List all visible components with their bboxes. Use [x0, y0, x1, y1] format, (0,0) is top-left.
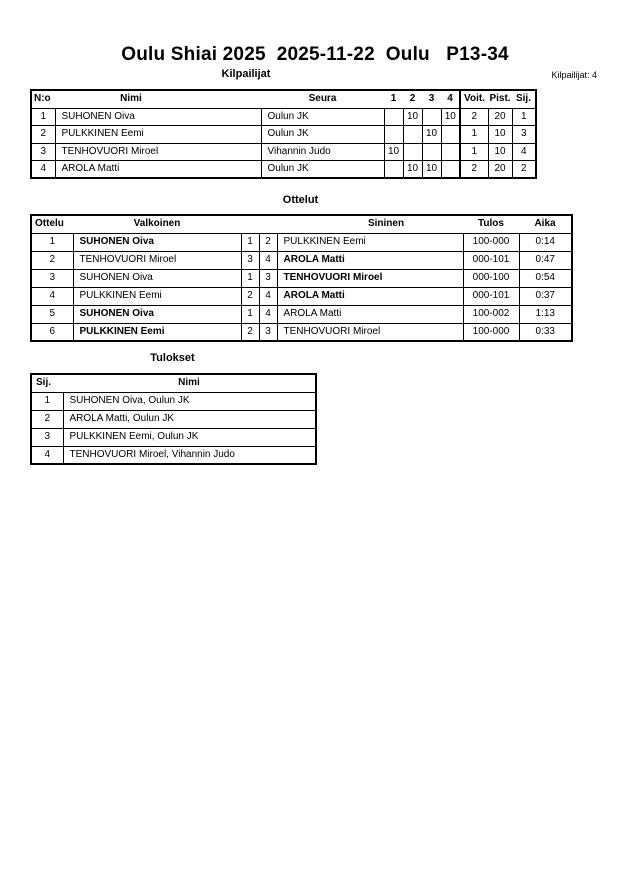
- cross-cell: [403, 126, 422, 144]
- competitor-row: [31, 108, 536, 126]
- white-fighter: PULKKINEN Eemi: [73, 287, 241, 305]
- col-header-result-place: Sij.: [31, 374, 63, 392]
- match-row: [31, 323, 572, 341]
- competitor-name: SUHONEN Oiva: [55, 108, 261, 126]
- competitor-row: [31, 161, 536, 179]
- competitor-wins: 1: [460, 143, 488, 161]
- col-header-club: Seura: [261, 90, 384, 108]
- competitor-name: PULKKINEN Eemi: [55, 126, 261, 144]
- cross-cell: [384, 126, 403, 144]
- match-result: 100-000: [463, 323, 519, 341]
- white-fighter: SUHONEN Oiva: [73, 233, 241, 251]
- result-row: [31, 410, 316, 428]
- col-header-4: 4: [441, 90, 460, 108]
- result-name: SUHONEN Oiva, Oulun JK: [63, 392, 316, 410]
- blue-fighter: AROLA Matti: [277, 287, 463, 305]
- col-header-no: N:o: [31, 90, 55, 108]
- result-place: 1: [31, 392, 63, 410]
- white-fighter: SUHONEN Oiva: [73, 269, 241, 287]
- cross-cell: 10: [384, 143, 403, 161]
- result-place: 3: [31, 428, 63, 446]
- blue-fighter: AROLA Matti: [277, 251, 463, 269]
- white-fighter-number: 1: [241, 233, 259, 251]
- competitor-number: 1: [31, 108, 55, 126]
- col-header-2: 2: [403, 90, 422, 108]
- result-row: [31, 446, 316, 464]
- col-header-3: 3: [422, 90, 441, 108]
- competitor-name: AROLA Matti: [55, 161, 261, 179]
- col-header-blue: Sininen: [277, 215, 463, 233]
- competitor-name: TENHOVUORI Miroel: [55, 143, 261, 161]
- match-result: 000-100: [463, 269, 519, 287]
- col-header-1: 1: [384, 90, 403, 108]
- match-number: 4: [31, 287, 73, 305]
- blue-fighter: TENHOVUORI Miroel: [277, 269, 463, 287]
- competitor-points: 20: [488, 161, 512, 179]
- result-place: 4: [31, 446, 63, 464]
- cross-cell: [441, 143, 460, 161]
- blue-fighter: TENHOVUORI Miroel: [277, 323, 463, 341]
- competitor-points: 20: [488, 108, 512, 126]
- competitor-row: [31, 143, 536, 161]
- result-name: TENHOVUORI Miroel, Vihannin Judo: [63, 446, 316, 464]
- competitor-points: 10: [488, 126, 512, 144]
- competitor-place: 4: [512, 143, 536, 161]
- cross-cell: [422, 143, 441, 161]
- white-fighter-number: 1: [241, 269, 259, 287]
- match-time: 0:33: [519, 323, 572, 341]
- competitor-number: 4: [31, 161, 55, 179]
- white-fighter: TENHOVUORI Miroel: [73, 251, 241, 269]
- competitor-points: 10: [488, 143, 512, 161]
- competitor-count: Kilpailijat: 4: [551, 70, 597, 80]
- cross-cell: [403, 143, 422, 161]
- col-header-result: Tulos: [463, 215, 519, 233]
- cross-cell: 10: [441, 108, 460, 126]
- competitor-row: [31, 126, 536, 144]
- results-section-title: Tulokset: [150, 352, 195, 364]
- cross-cell: [422, 108, 441, 126]
- col-header-time: Aika: [519, 215, 572, 233]
- match-row: [31, 251, 572, 269]
- blue-fighter-number: 2: [259, 233, 277, 251]
- match-number: 1: [31, 233, 73, 251]
- result-place: 2: [31, 410, 63, 428]
- match-number: 5: [31, 305, 73, 323]
- match-number: 6: [31, 323, 73, 341]
- white-fighter: PULKKINEN Eemi: [73, 323, 241, 341]
- match-row: [31, 287, 572, 305]
- blue-fighter: PULKKINEN Eemi: [277, 233, 463, 251]
- result-name: AROLA Matti, Oulun JK: [63, 410, 316, 428]
- cross-cell: 10: [422, 161, 441, 179]
- competitor-club: Oulun JK: [261, 126, 384, 144]
- results-header-row: [31, 374, 316, 392]
- result-row: [31, 392, 316, 410]
- cross-cell: [384, 108, 403, 126]
- match-result: 100-000: [463, 233, 519, 251]
- match-time: 0:14: [519, 233, 572, 251]
- match-row: [31, 233, 572, 251]
- blue-fighter: AROLA Matti: [277, 305, 463, 323]
- blue-fighter-number: 4: [259, 287, 277, 305]
- competitor-number: 3: [31, 143, 55, 161]
- white-fighter-number: 2: [241, 323, 259, 341]
- competitor-place: 2: [512, 161, 536, 179]
- result-row: [31, 428, 316, 446]
- blue-fighter-number: 4: [259, 305, 277, 323]
- cross-cell: 10: [403, 108, 422, 126]
- col-header-match: Ottelu: [31, 215, 73, 233]
- result-name: PULKKINEN Eemi, Oulun JK: [63, 428, 316, 446]
- cross-cell: [384, 161, 403, 179]
- competitor-club: Oulun JK: [261, 108, 384, 126]
- match-result: 000-101: [463, 251, 519, 269]
- match-result: 000-101: [463, 287, 519, 305]
- competitor-place: 3: [512, 126, 536, 144]
- match-number: 3: [31, 269, 73, 287]
- competitor-wins: 2: [460, 161, 488, 179]
- matches-header-row: [31, 215, 572, 233]
- col-header-white-no: [241, 215, 259, 233]
- competitor-club: Oulun JK: [261, 161, 384, 179]
- match-time: 0:54: [519, 269, 572, 287]
- competitor-place: 1: [512, 108, 536, 126]
- page-title: Oulu Shiai 2025 2025-11-22 Oulu P13-34: [121, 44, 509, 65]
- blue-fighter-number: 4: [259, 251, 277, 269]
- competitor-club: Vihannin Judo: [261, 143, 384, 161]
- match-result: 100-002: [463, 305, 519, 323]
- competitor-number: 2: [31, 126, 55, 144]
- competitor-wins: 2: [460, 108, 488, 126]
- col-header-name: Nimi: [55, 90, 261, 108]
- white-fighter-number: 2: [241, 287, 259, 305]
- col-header-wins: Voit.: [460, 90, 488, 108]
- results-table: [30, 373, 317, 465]
- matches-table: [30, 214, 573, 342]
- cross-cell: 10: [422, 126, 441, 144]
- match-number: 2: [31, 251, 73, 269]
- competitors-header-row: [31, 90, 536, 108]
- match-time: 0:37: [519, 287, 572, 305]
- matches-section-title: Ottelut: [282, 194, 319, 206]
- col-header-result-name: Nimi: [63, 374, 316, 392]
- col-header-points: Pist.: [488, 90, 512, 108]
- match-time: 0:47: [519, 251, 572, 269]
- match-time: 1:13: [519, 305, 572, 323]
- competitor-wins: 1: [460, 126, 488, 144]
- blue-fighter-number: 3: [259, 323, 277, 341]
- match-row: [31, 305, 572, 323]
- match-row: [31, 269, 572, 287]
- cross-cell: [441, 161, 460, 179]
- col-header-place: Sij.: [512, 90, 536, 108]
- white-fighter-number: 1: [241, 305, 259, 323]
- col-header-white: Valkoinen: [73, 215, 241, 233]
- white-fighter: SUHONEN Oiva: [73, 305, 241, 323]
- blue-fighter-number: 3: [259, 269, 277, 287]
- competitors-table: [30, 89, 537, 179]
- competitors-section-title: Kilpailijat: [221, 68, 271, 80]
- cross-cell: [441, 126, 460, 144]
- cross-cell: 10: [403, 161, 422, 179]
- col-header-blue-no: [259, 215, 277, 233]
- white-fighter-number: 3: [241, 251, 259, 269]
